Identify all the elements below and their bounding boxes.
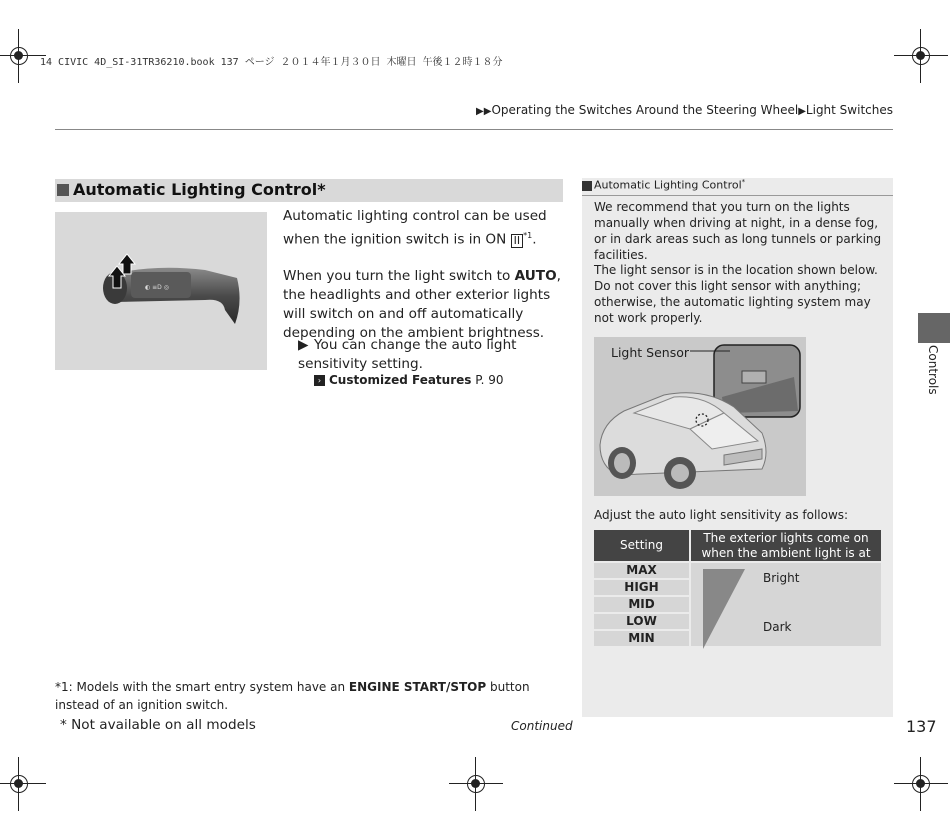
continued-label: Continued bbox=[511, 719, 573, 733]
light-switch-illustration bbox=[55, 212, 267, 370]
car-icon bbox=[594, 337, 806, 496]
panel-paragraph-2: The light sensor is in the location shown below. Do not cover this light sensor with anything; otherwise, the automatic lighting system may not work properly. bbox=[594, 263, 878, 325]
table-header-level: The exterior lights come on when the ambient light is at bbox=[690, 530, 881, 562]
availability-note: * Not available on all models bbox=[60, 717, 256, 733]
registration-mark bbox=[908, 771, 934, 797]
adjust-text: Adjust the auto light sensitivity as follows: bbox=[594, 508, 849, 522]
table-header-setting: Setting bbox=[594, 530, 690, 562]
arrow-icon: ▶ bbox=[798, 106, 806, 117]
note-icon bbox=[582, 181, 592, 191]
breadcrumb-part1[interactable]: Operating the Switches Around the Steering Wheel bbox=[491, 103, 799, 117]
breadcrumb bbox=[476, 103, 893, 117]
table-row-level: MAX bbox=[594, 562, 690, 579]
lever-icon bbox=[55, 212, 267, 370]
header-divider bbox=[55, 129, 893, 130]
table-row-level: MIN bbox=[594, 630, 690, 646]
table-row-level: LOW bbox=[594, 613, 690, 630]
light-sensor-label: Light Sensor bbox=[611, 345, 690, 360]
section-header bbox=[55, 179, 563, 202]
xref-label[interactable]: Customized Features bbox=[329, 373, 472, 387]
brightness-wedge-icon bbox=[703, 569, 745, 649]
intro-paragraph: Automatic lighting control can be used when the ignition switch is in ON II $^{*1}$. bbox=[283, 208, 547, 248]
brightness-gradient bbox=[690, 562, 881, 646]
dark-label: Dark bbox=[763, 620, 792, 634]
footnote: *1: Models with the smart entry system have an ENGINE START/STOP button instead of an ignition switch. bbox=[55, 680, 530, 712]
panel-paragraph-1: We recommend that you turn on the lights manually when driving at night, in a dense fog, or in dark areas such as long tunnels or parking facilities. bbox=[594, 200, 882, 262]
registration-mark bbox=[463, 771, 489, 797]
registration-mark bbox=[6, 43, 32, 69]
side-panel-header: Automatic Lighting Control* bbox=[582, 178, 893, 196]
chapter-tab[interactable] bbox=[918, 313, 950, 343]
print-file-line: 14 CIVIC 4D_SI-31TR36210.book 137 ページ ２０１４年１月３０日 木曜日 午後１２時１８分 bbox=[40, 57, 503, 68]
light-sensor-illustration bbox=[594, 337, 806, 496]
xref-page: P. 90 bbox=[475, 373, 504, 387]
section-title: Automatic Lighting Control* bbox=[73, 180, 326, 199]
table-row-level: HIGH bbox=[594, 579, 690, 596]
chapter-tab-label: Controls bbox=[926, 345, 940, 395]
bullet-arrow-icon: ▶ bbox=[298, 337, 309, 353]
section-marker-icon bbox=[57, 184, 69, 196]
bright-label: Bright bbox=[763, 571, 800, 585]
table-row-level: MID bbox=[594, 596, 690, 613]
sensitivity-note: ▶ You can change the auto light sensitivity setting. bbox=[298, 337, 517, 372]
switch-position-icon: II bbox=[511, 234, 524, 248]
page-number: 137 bbox=[906, 717, 937, 736]
breadcrumb-part2[interactable]: Light Switches bbox=[805, 103, 893, 117]
cross-reference[interactable] bbox=[314, 373, 504, 387]
sensitivity-table bbox=[594, 530, 881, 646]
svg-text:◐ ≡D ◎: ◐ ≡D ◎ bbox=[145, 284, 169, 291]
arrow-icon: ▶▶ bbox=[476, 106, 492, 117]
reference-icon: › bbox=[314, 375, 325, 386]
registration-mark bbox=[6, 771, 32, 797]
registration-mark bbox=[908, 43, 934, 69]
auto-paragraph: When you turn the light switch to AUTO, the headlights and other exterior lights will switch on and off automatically depending on the ambient brightness. bbox=[283, 267, 561, 341]
